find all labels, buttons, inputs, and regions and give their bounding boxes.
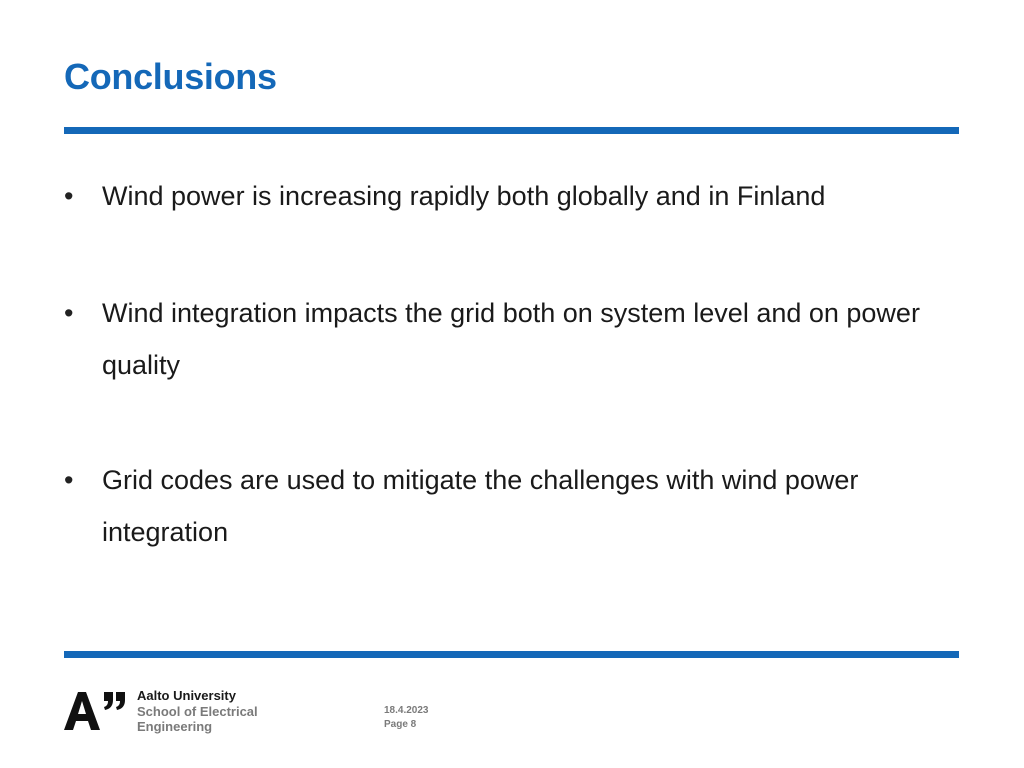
footer-meta	[384, 704, 429, 732]
bullet-marker: •	[64, 181, 74, 211]
bullet-text: Wind integration impacts the grid both on system level and on power quality	[102, 298, 920, 380]
aalto-logo	[64, 688, 284, 738]
title-divider	[64, 127, 959, 134]
footer-divider	[64, 651, 959, 658]
bullet-marker: •	[64, 465, 74, 495]
footer-page-number: Page 8	[384, 719, 417, 730]
logo-school-name: School of Electrical	[137, 703, 258, 719]
logo-university-name: Aalto University	[137, 688, 236, 703]
bullet-text: Grid codes are used to mitigate the challenges with wind power integration	[102, 465, 859, 547]
bullet-text: Wind power is increasing rapidly both globally and in Finland	[102, 181, 826, 211]
slide-title: Conclusions	[64, 56, 277, 97]
logo-text	[137, 688, 258, 735]
footer-date: 18.4.2023	[384, 705, 429, 716]
logo-school-name-cont: Engineering	[137, 719, 213, 734]
bullet-marker: •	[64, 298, 74, 328]
aalto-a-logo-icon	[64, 688, 126, 732]
